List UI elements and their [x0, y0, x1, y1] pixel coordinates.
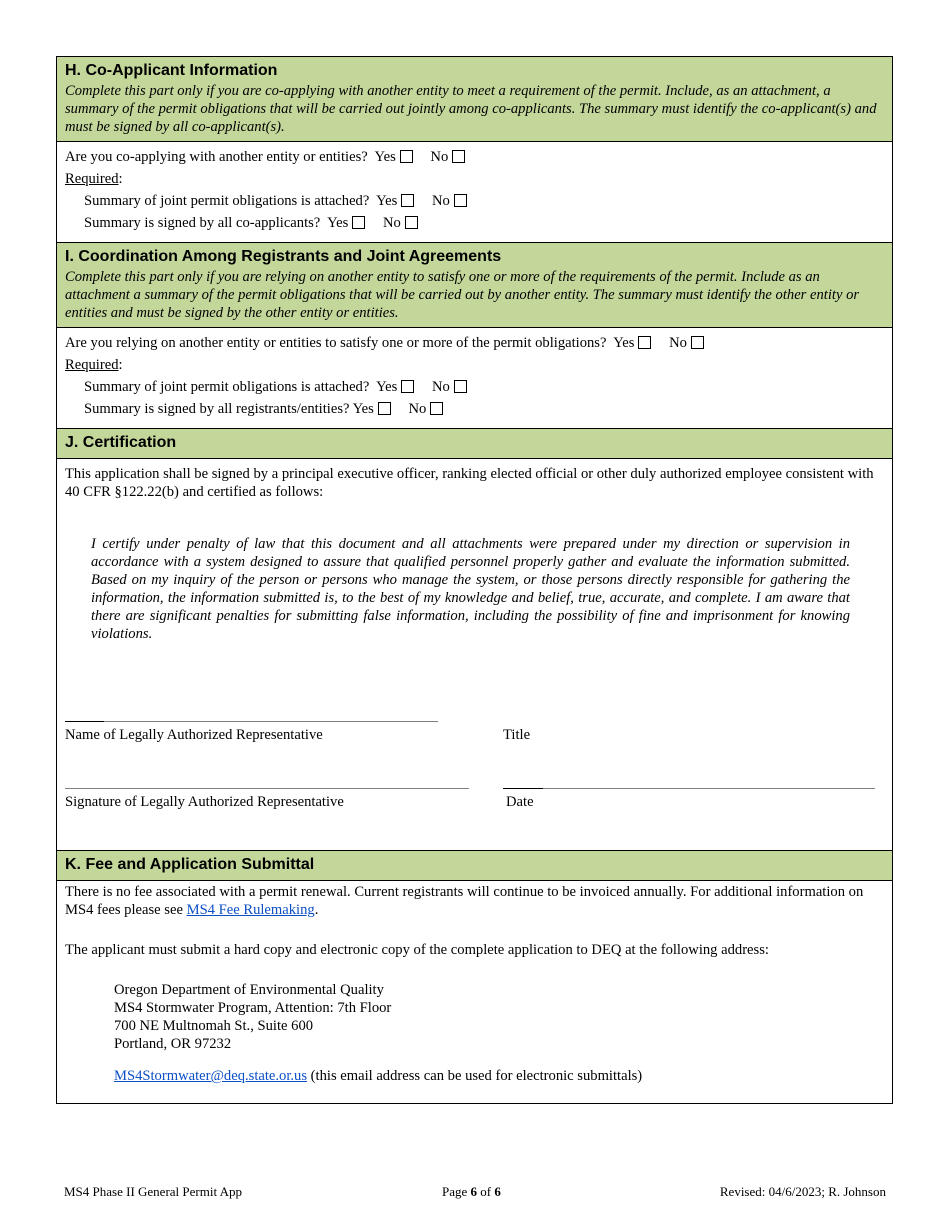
footer-page-number: Page 6 of 6 — [442, 1184, 501, 1199]
h-required-label: Required — [65, 171, 119, 187]
i-summary-attached-question: Summary of joint permit obligations is attached? Yes No — [65, 376, 884, 398]
section-h-description: Complete this part only if you are co-applying with another entity to meet a requirement of the permit. Include, as an attachment, a summary of the permit obligations that will be carried out jointly among co-applicants. The summary must identify the co-applicant(s) and must be signed by all co-applicant(s). — [65, 83, 877, 135]
footer-revision: Revised: 04/6/2023; R. Johnson — [719, 1184, 886, 1199]
section-j-header — [57, 429, 892, 459]
h-signed-no-checkbox[interactable] — [405, 216, 418, 229]
email-line — [114, 1067, 884, 1085]
signature-label: Signature of Legally Authorized Representative — [65, 794, 344, 810]
section-h-title: H. Co-Applicant Information — [65, 62, 278, 79]
address-line: Oregon Department of Environmental Quality — [114, 982, 384, 998]
email-note: (this email address can be used for electronic submittals) — [310, 1068, 643, 1084]
name-label: Name of Legally Authorized Representative — [65, 727, 323, 743]
page-footer — [64, 1184, 886, 1204]
i-summary-signed-question: Summary is signed by all registrants/entities? Yes No — [65, 398, 884, 420]
submittal-paragraph: The applicant must submit a hard copy and electronic copy of the complete application to DEQ at the following address: — [65, 942, 769, 958]
i-signed-no-checkbox[interactable] — [430, 402, 443, 415]
certification-intro: This application shall be signed by a principal executive officer, ranking elected official or other duly authorized employee consistent with 40 CFR §122.22(b) and certified as follows: — [65, 466, 874, 500]
section-k-title: K. Fee and Application Submittal — [65, 856, 315, 873]
i-relying-question: Are you relying on another entity or entities to satisfy one or more of the permit obligations? Yes No — [65, 332, 884, 354]
section-i-description: Complete this part only if you are relying on another entity to satisfy one or more of the requirements of the permit. Include as an attachment a summary of the permit obligations that will be carried out by another entity. The summary must identify the other entity or entities and must be signed by the other entity or entities. — [65, 269, 860, 321]
i-relying-no-checkbox[interactable] — [691, 336, 704, 349]
fee-paragraph: There is no fee associated with a permit renewal. Current registrants will continue to be invoiced annually. For additional information on MS4 fees please see MS4 Fee Rulemaking. — [65, 884, 864, 918]
i-signed-yes-checkbox[interactable] — [378, 402, 391, 415]
section-i-header — [57, 243, 892, 328]
ms4-fee-rulemaking-link[interactable]: MS4 Fee Rulemaking — [186, 902, 315, 918]
certification-statement: I certify under penalty of law that this document and all attachments were prepared under my direction or supervision in accordance with a system designed to assure that qualified personnel properly gather and evaluate the information submitted. Based on my inquiry of the person or persons who manage the system, or those persons directly responsible for gathering the information, the information submitted is, to the best of my knowledge and belief, true, accurate, and complete. I am aware that there are significant penalties for submitting false information, including the possibility of fine and imprisonment for knowing violations. — [91, 536, 850, 642]
h-summary-signed-question: Summary is signed by all co-applicants? Yes No — [65, 212, 884, 234]
ms4-stormwater-email-link[interactable]: MS4Stormwater@deq.state.or.us — [114, 1068, 308, 1084]
section-h-body: Are you co-applying with another entity or entities? Yes No Required: Summary of joint permit obligations is attached? Yes No Summary is signed by all co-applicants? Yes No — [57, 142, 892, 243]
i-attached-no-checkbox[interactable] — [454, 380, 467, 393]
signature-date-row — [65, 788, 884, 842]
h-coapplying-question: Are you co-applying with another entity or entities? Yes No — [65, 146, 884, 168]
h-coapplying-yes-checkbox[interactable] — [400, 150, 413, 163]
i-attached-yes-checkbox[interactable] — [401, 380, 414, 393]
permit-form — [56, 56, 893, 1104]
date-label: Date — [506, 794, 534, 810]
section-i-title: I. Coordination Among Registrants and Joint Agreements — [65, 248, 502, 265]
mailing-address — [114, 981, 884, 1053]
section-k-header — [57, 851, 892, 881]
i-relying-yes-checkbox[interactable] — [638, 336, 651, 349]
i-required-label: Required — [65, 357, 119, 373]
section-i-body: Are you relying on another entity or entities to satisfy one or more of the permit obligations? Yes No Required: Summary of joint permit obligations is attached? Yes No Summary is signed by all registrants/entities? Yes No — [57, 328, 892, 429]
h-attached-no-checkbox[interactable] — [454, 194, 467, 207]
address-line: 700 NE Multnomah St., Suite 600 — [114, 1018, 314, 1034]
section-h-header — [57, 57, 892, 142]
h-attached-yes-checkbox[interactable] — [401, 194, 414, 207]
title-label: Title — [503, 727, 531, 743]
address-line: MS4 Stormwater Program, Attention: 7th Floor — [114, 1000, 392, 1016]
date-line[interactable] — [503, 788, 875, 789]
h-signed-yes-checkbox[interactable] — [352, 216, 365, 229]
name-signature-line[interactable] — [65, 721, 438, 722]
section-j-title: J. Certification — [65, 434, 177, 451]
section-j-body — [57, 459, 892, 851]
footer-document-name: MS4 Phase II General Permit App — [64, 1184, 243, 1199]
h-coapplying-no-checkbox[interactable] — [452, 150, 465, 163]
address-line: Portland, OR 97232 — [114, 1036, 232, 1052]
signature-line[interactable] — [65, 788, 469, 789]
section-k-body — [57, 881, 892, 1103]
h-summary-attached-question: Summary of joint permit obligations is attached? Yes No — [65, 190, 884, 212]
name-title-row — [65, 721, 884, 788]
